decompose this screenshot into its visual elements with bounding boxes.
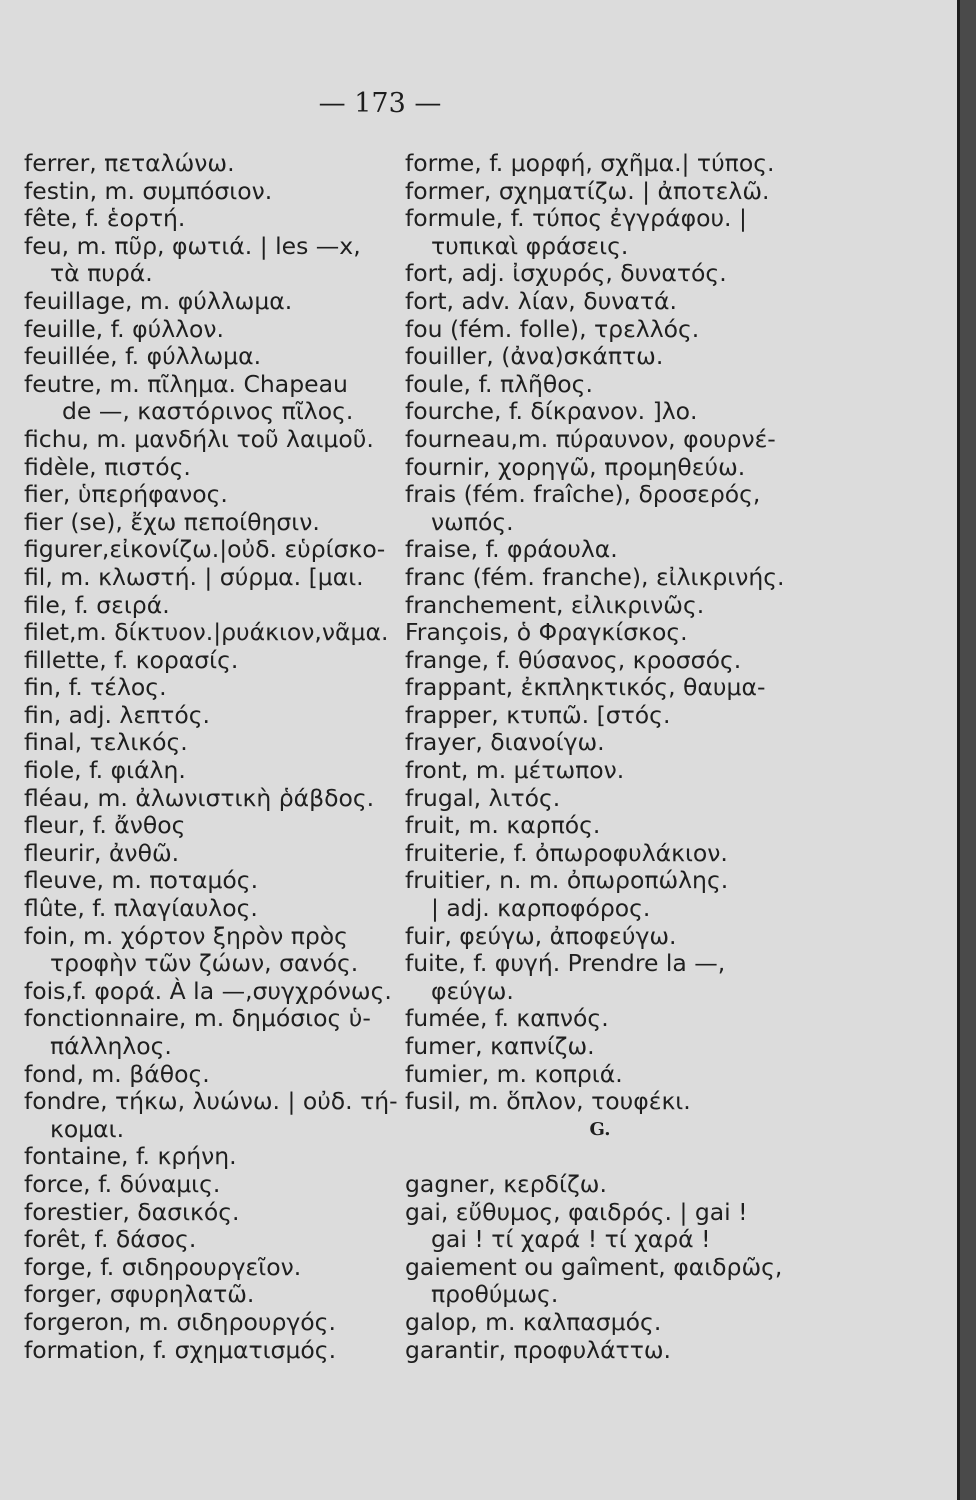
dictionary-entry-line: fin, f. τέλος. [24, 673, 167, 702]
section-letter: G. [589, 1118, 611, 1140]
dictionary-entry-line: fruitier, n. m. ὀπωροπώλης. [405, 866, 729, 895]
dictionary-entry-line: fidèle, πιστός. [24, 452, 191, 481]
dictionary-entry-line: fourche, f. δίκρανον. ]λο. [405, 397, 698, 426]
dictionary-entry-line: fiole, f. φιάλη. [24, 756, 186, 785]
page-number: — 173 — [318, 88, 442, 119]
dictionary-entry-line: fouiller, (ἀνα)σκάπτω. [405, 342, 664, 371]
dictionary-entry-line: τυπικαὶ φράσεις. [431, 231, 629, 260]
dictionary-entry-line: feuillée, f. φύλλωμα. [24, 342, 262, 371]
dictionary-entry-line: fonctionnaire, m. δημόσιος ὑ- [24, 1004, 371, 1033]
dictionary-entry-line: forgeron, m. σιδηρουργός. [24, 1307, 336, 1336]
dictionary-entry-line: fléau, m. ἀλωνιστικὴ ῥάβδος. [24, 783, 375, 812]
dictionary-entry-line: fontaine, f. κρήνη. [24, 1142, 237, 1171]
dictionary-entry-line: fond, m. βάθος. [24, 1059, 210, 1088]
dictionary-entry-line: fier (se), ἔχω πεποίθησιν. [24, 507, 320, 536]
dictionary-entry-line: forêt, f. δάσος. [24, 1225, 197, 1254]
dictionary-entry-line: gai, εὔθυμος, φαιδρός. | gai ! [405, 1197, 748, 1226]
dictionary-entry-line: frange, f. θύσανος, κροσσός. [405, 645, 742, 674]
dictionary-entry-line: file, f. σειρά. [24, 590, 170, 619]
dictionary-entry-line: frappant, ἐκπληκτικός, θαυμα- [405, 673, 766, 702]
dictionary-entry-line: προθύμως. [431, 1280, 559, 1309]
dictionary-entry-line: fichu, m. μανδήλι τοῦ λαιμοῦ. [24, 424, 374, 453]
dictionary-entry-line: foule, f. πλῆθος. [405, 369, 593, 398]
dictionary-entry-line: flûte, f. πλαγίαυλος. [24, 894, 258, 923]
dictionary-entry-line: fort, adv. λίαν, δυνατά. [405, 286, 677, 315]
dictionary-entry-line: filet,m. δίκτυον.|ρυάκιον,νᾶμα. [24, 618, 389, 647]
dictionary-entry-line: fier, ὑπερήφανος. [24, 480, 228, 509]
dictionary-entry-line: de —, καστόρινος πῖλος. [62, 397, 354, 426]
dictionary-entry-line: forger, σφυρηλατῶ. [24, 1280, 255, 1309]
dictionary-entry-line: fou (fém. folle), τρελλός. [405, 314, 700, 343]
dictionary-entry-line: festin, m. συμπόσιον. [24, 176, 273, 205]
dictionary-entry-line: former, σχηματίζω. | ἀποτελῶ. [405, 176, 770, 205]
dictionary-entry-line: fraise, f. φράουλα. [405, 535, 618, 564]
dictionary-entry-line: fumée, f. καπνός. [405, 1004, 609, 1033]
dictionary-entry-line: τροφὴν τῶν ζώων, σανός. [50, 949, 359, 978]
dictionary-entry-line: forge, f. σιδηρουργεῖον. [24, 1252, 302, 1281]
dictionary-entry-line: fournir, χορηγῶ, προμηθεύω. [405, 452, 746, 481]
dictionary-entry-line: fusil, m. ὅπλον, τουφέκι. [405, 1087, 691, 1116]
dictionary-entry-line: franc (fém. franche), εἰλικρινής. [405, 562, 785, 591]
dictionary-entry-line: feuille, f. φύλλον. [24, 314, 225, 343]
dictionary-entry-line: fruit, m. καρπός. [405, 811, 601, 840]
dictionary-entry-line: fois,f. φορά. À la —,συγχρόνως. [24, 976, 392, 1005]
dictionary-entry-line: forestier, δασικός. [24, 1197, 240, 1226]
dictionary-entry-line: François, ὁ Φραγκίσκος. [405, 618, 688, 647]
dictionary-entry-line [405, 1143, 795, 1171]
dictionary-entry-line: feutre, m. πῖλημα. Chapeau [24, 369, 348, 398]
dictionary-entry-line: | adj. καρποφόρος. [431, 894, 651, 923]
dictionary-entry-line: frugal, λιτός. [405, 783, 561, 812]
dictionary-entry-line: fin, adj. λεπτός. [24, 700, 210, 729]
dictionary-entry-line: final, τελικός. [24, 728, 188, 757]
dictionary-entry-line: fumier, m. κοπριά. [405, 1059, 623, 1088]
dictionary-entry-line: fillette, f. κορασίς. [24, 645, 239, 674]
dictionary-entry-line: galop, m. καλπασμός. [405, 1307, 662, 1336]
dictionary-entry-line: gai ! τί χαρά ! τί χαρά ! [431, 1225, 711, 1254]
dictionary-entry-line: front, m. μέτωπον. [405, 756, 625, 785]
dictionary-entry-line: fleuve, m. ποταμός. [24, 866, 259, 895]
dictionary-entry-line: force, f. δύναμις. [24, 1169, 221, 1198]
dictionary-entry-line: frapper, κτυπῶ. [στός. [405, 700, 671, 729]
dictionary-entry-line: gagner, κερδίζω. [405, 1169, 607, 1198]
dictionary-entry-line: feuillage, m. φύλλωμα. [24, 286, 293, 315]
dictionary-entry-line: forme, f. μορφή, σχῆμα.| τύπος. [405, 149, 775, 177]
dictionary-entry-line: figurer,εἰκονίζω.|οὐδ. εὑρίσκο- [24, 535, 386, 564]
right-column [405, 150, 795, 1364]
dictionary-entry-line: fleurir, ἀνθῶ. [24, 838, 180, 867]
dictionary-entry-line: κομαι. [50, 1114, 125, 1143]
dictionary-entry-line: fumer, καπνίζω. [405, 1032, 595, 1060]
dictionary-entry-line: φεύγω. [431, 976, 514, 1005]
dictionary-entry-line: fuir, φεύγω, ἀποφεύγω. [405, 921, 677, 950]
dictionary-entry-line: τὰ πυρά. [50, 259, 153, 288]
dictionary-entry-line: πάλληλος. [50, 1032, 172, 1060]
dictionary-entry-line: ferrer, πεταλώνω. [24, 149, 235, 177]
book-spine-edge [960, 0, 976, 1500]
dictionary-entry-line: fourneau,m. πύραυνον, φουρνέ- [405, 424, 776, 453]
dictionary-entry-line: feu, m. πῦρ, φωτιά. | les —x, [24, 231, 361, 260]
dictionary-entry-line: νωπός. [431, 507, 514, 536]
dictionary-entry-line: garantir, προφυλάττω. [405, 1335, 672, 1364]
left-column [24, 150, 404, 1364]
dictionary-entry-line: formule, f. τύπος ἐγγράφου. | [405, 204, 747, 233]
dictionary-entry-line: frayer, διανοίγω. [405, 728, 605, 757]
dictionary-entry-line: frais (fém. fraîche), δροσερός, [405, 480, 761, 509]
dictionary-entry-line: foin, m. χόρτον ξηρὸν πρὸς [24, 921, 348, 950]
dictionary-entry-line: fondre, τήκω, λυώνω. | οὐδ. τή- [24, 1087, 398, 1116]
dictionary-entry-line: gaiement ou gaîment, φαιδρῶς, [405, 1252, 783, 1281]
dictionary-entry-line: fruiterie, f. ὀπωροφυλάκιον. [405, 838, 728, 867]
dictionary-entry-line: formation, f. σχηματισμός. [24, 1335, 337, 1364]
dictionary-entry-line: fuite, f. φυγή. Prendre la —, [405, 949, 726, 978]
dictionary-entry-line: fort, adj. ἰσχυρός, δυνατός. [405, 259, 727, 288]
dictionary-entry-line: fil, m. κλωστή. | σύρμα. [μαι. [24, 562, 364, 591]
dictionary-entry-line: fleur, f. ἄνθος [24, 811, 186, 840]
dictionary-entry-line: fête, f. ἑορτή. [24, 204, 186, 233]
dictionary-entry-line: franchement, εἰλικρινῶς. [405, 590, 705, 619]
